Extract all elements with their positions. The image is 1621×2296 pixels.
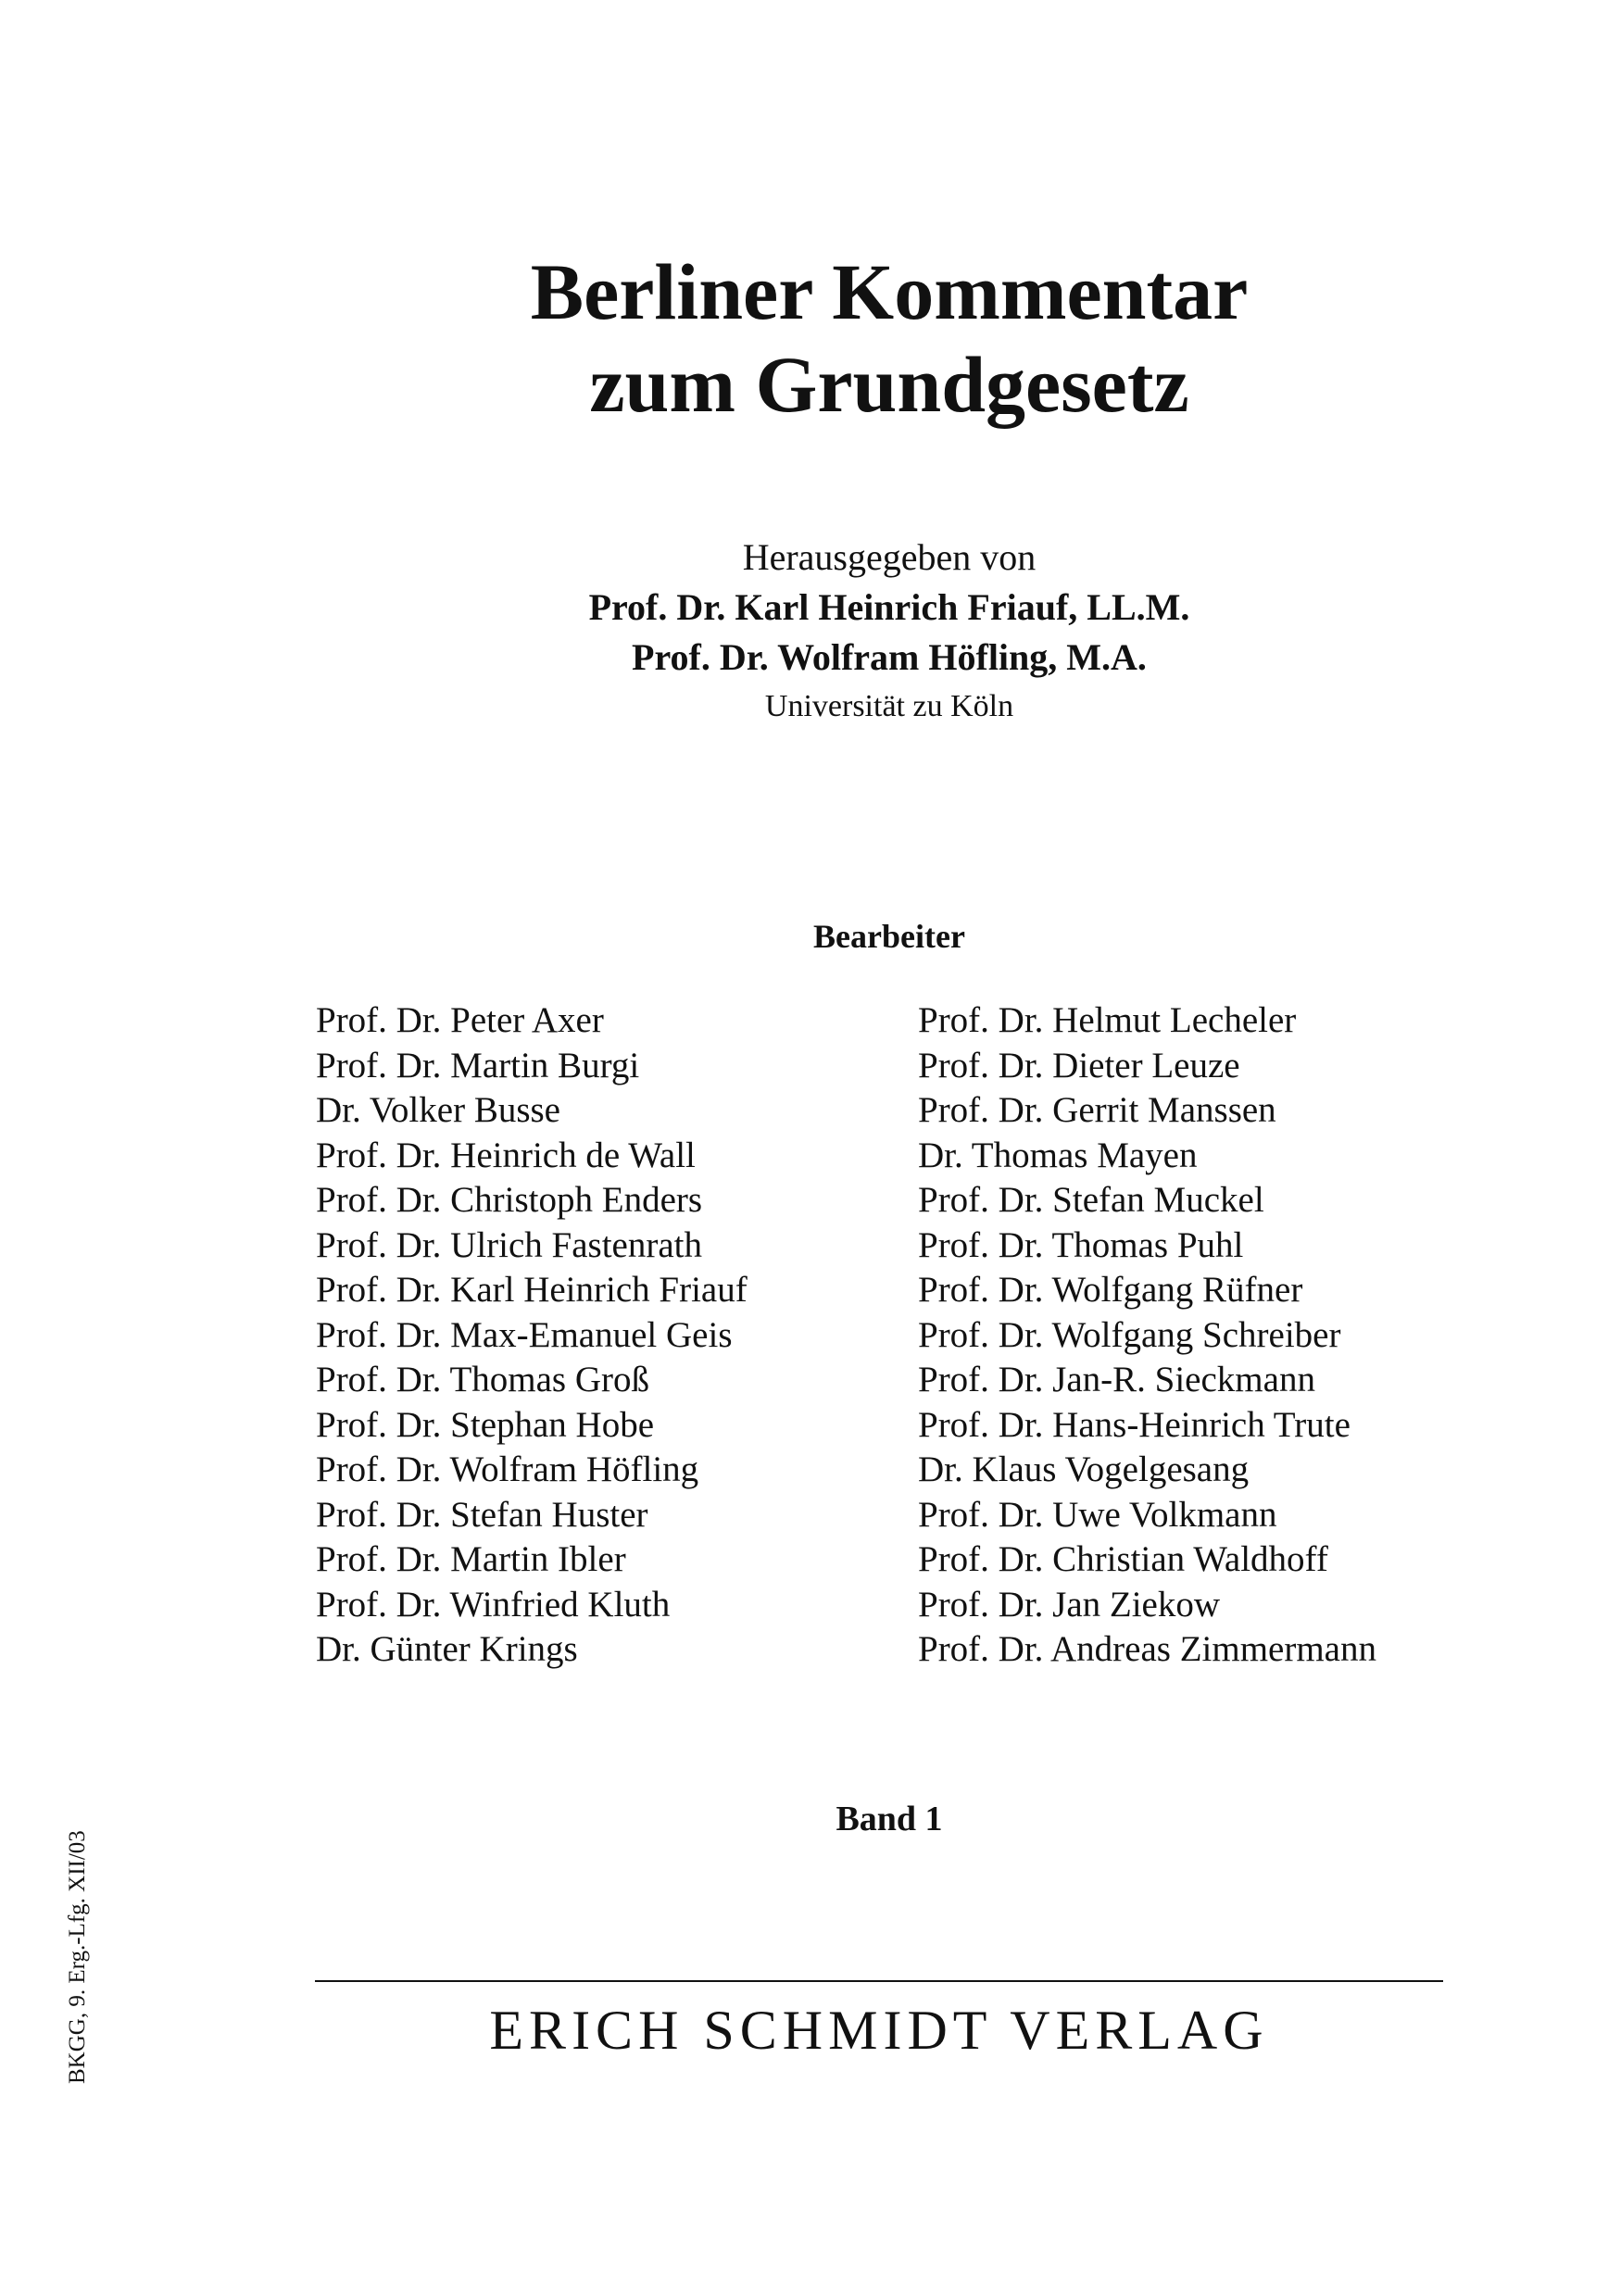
contributor-item: Prof. Dr. Wolfram Höfling bbox=[316, 1449, 699, 1489]
contributors-list-right bbox=[918, 998, 1548, 1673]
publisher-divider bbox=[315, 1980, 1443, 1982]
publisher-name: ERICH SCHMIDT VERLAG bbox=[489, 2000, 1269, 2061]
contributor-item: Prof. Dr. Ulrich Fastenrath bbox=[316, 1224, 703, 1265]
contributor-item: Prof. Dr. Thomas Puhl bbox=[918, 1224, 1244, 1265]
contributor-item: Prof. Dr. Dieter Leuze bbox=[918, 1045, 1240, 1085]
contributor-item: Prof. Dr. Karl Heinrich Friauf bbox=[316, 1270, 748, 1310]
contributor-item: Prof. Dr. Martin Ibler bbox=[316, 1539, 626, 1579]
contributor-item: Prof. Dr. Stefan Muckel bbox=[918, 1180, 1264, 1220]
editors-block bbox=[463, 533, 1315, 731]
contributor-item: Prof. Dr. Christian Waldhoff bbox=[918, 1539, 1328, 1579]
contributor-item: Prof. Dr. Andreas Zimmermann bbox=[918, 1629, 1376, 1669]
contributor-item: Prof. Dr. Gerrit Manssen bbox=[918, 1090, 1276, 1130]
contributor-item: Prof. Dr. Hans-Heinrich Trute bbox=[918, 1404, 1351, 1445]
editor-name-1: Prof. Dr. Karl Heinrich Friauf, LL.M. bbox=[588, 586, 1190, 628]
editor-name-2: Prof. Dr. Wolfram Höfling, M.A. bbox=[632, 636, 1147, 678]
contributor-item: Prof. Dr. Thomas Groß bbox=[316, 1360, 650, 1399]
contributor-item: Prof. Dr. Stefan Huster bbox=[316, 1494, 648, 1535]
contributors-list-left bbox=[316, 998, 890, 1673]
contributor-item: Prof. Dr. Martin Burgi bbox=[316, 1045, 640, 1085]
contributor-item: Prof. Dr. Jan-R. Sieckmann bbox=[918, 1360, 1315, 1399]
contributor-item: Prof. Dr. Uwe Volkmann bbox=[918, 1494, 1277, 1535]
contributor-item: Prof. Dr. Jan Ziekow bbox=[918, 1584, 1221, 1625]
contributor-item: Prof. Dr. Wolfgang Rüfner bbox=[918, 1270, 1303, 1310]
book-title bbox=[463, 245, 1315, 431]
book-title-line-2: zum Grundgesetz bbox=[589, 340, 1189, 429]
volume-label: Band 1 bbox=[836, 1800, 943, 1838]
editors-institution: Universität zu Köln bbox=[764, 689, 1014, 723]
contributor-item: Prof. Dr. Max-Emanuel Geis bbox=[316, 1314, 733, 1355]
contributor-item: Prof. Dr. Heinrich de Wall bbox=[316, 1135, 696, 1175]
book-title-line-1: Berliner Kommentar bbox=[530, 247, 1249, 336]
contributor-item: Dr. Thomas Mayen bbox=[918, 1135, 1198, 1175]
contributor-item: Prof. Dr. Wolfgang Schreiber bbox=[918, 1314, 1341, 1355]
contributors-heading: Bearbeiter bbox=[813, 918, 965, 955]
contributor-item: Prof. Dr. Stephan Hobe bbox=[316, 1404, 655, 1445]
contributor-item: Prof. Dr. Winfried Kluth bbox=[316, 1584, 671, 1625]
contributor-item: Prof. Dr. Peter Axer bbox=[316, 1000, 604, 1040]
contributor-item: Dr. Klaus Vogelgesang bbox=[918, 1449, 1250, 1489]
contributor-item: Prof. Dr. Helmut Lecheler bbox=[918, 1000, 1297, 1040]
editors-intro: Herausgegeben von bbox=[742, 536, 1037, 578]
contributor-item: Dr. Günter Krings bbox=[316, 1629, 578, 1669]
spine-note: BKGG, 9. Erg.-Lfg. XII/03 bbox=[65, 1830, 90, 2084]
contributor-item: Dr. Volker Busse bbox=[316, 1090, 560, 1130]
contributor-item: Prof. Dr. Christoph Enders bbox=[316, 1180, 703, 1220]
